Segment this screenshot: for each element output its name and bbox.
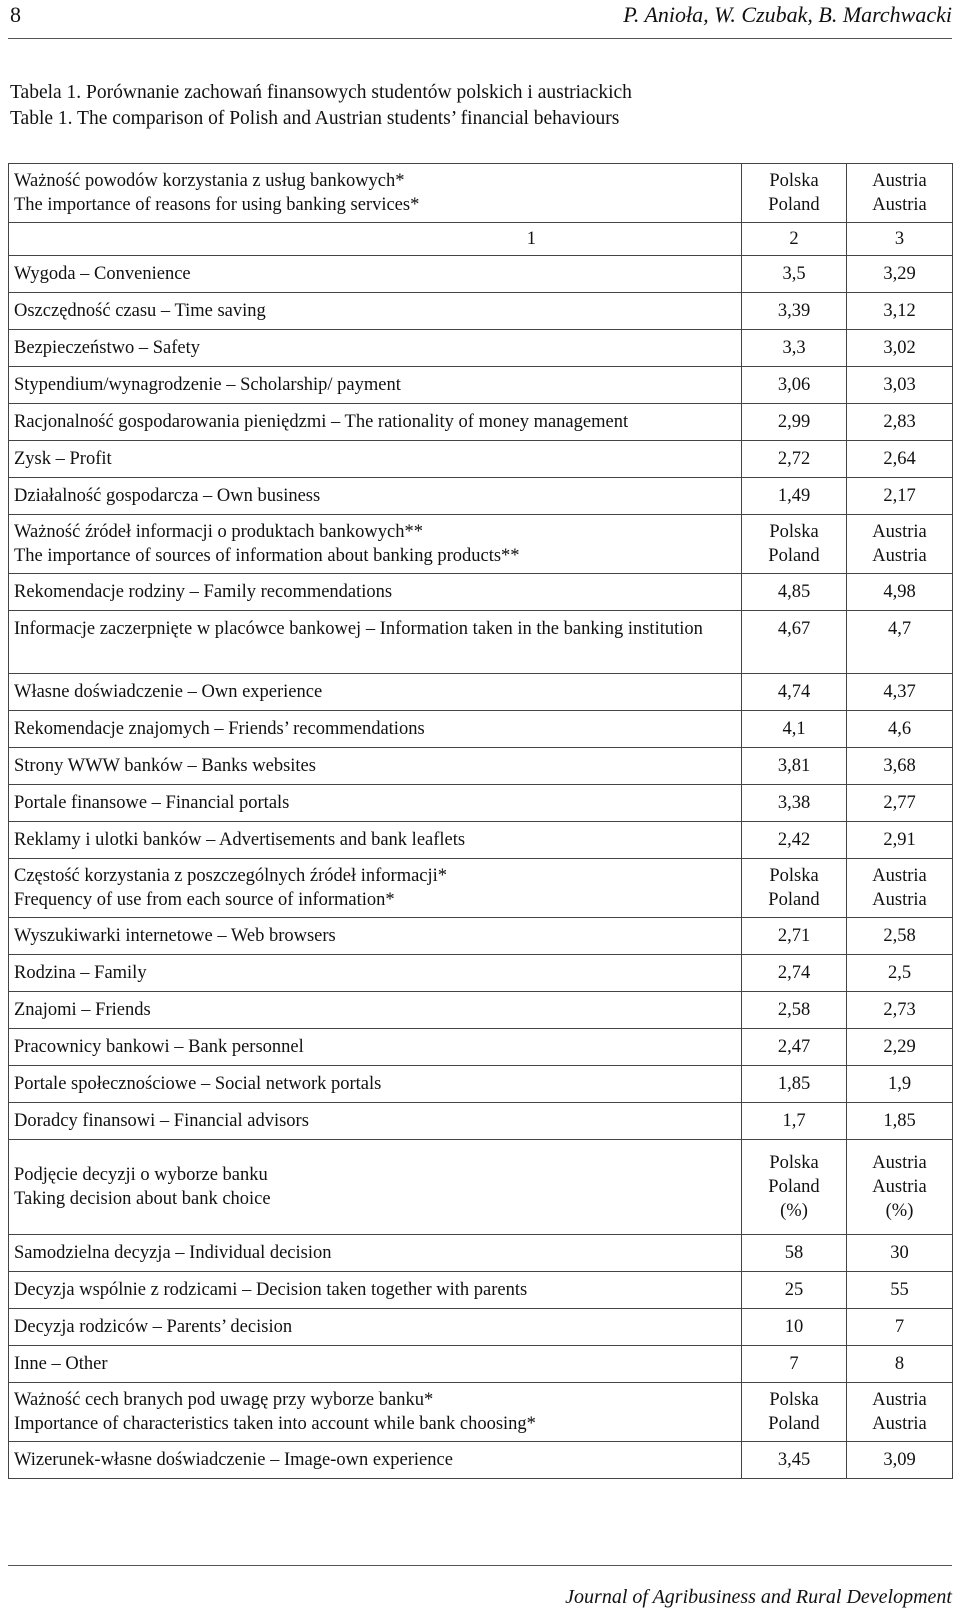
poland-header-line: Poland — [768, 890, 820, 910]
poland-header-line: Polska — [769, 1153, 819, 1173]
poland-value: 25 — [742, 1272, 847, 1309]
footer-rule — [8, 1565, 952, 1566]
section-title — [9, 164, 742, 223]
row-label: Wyszukiwarki internetowe – Web browsers — [9, 918, 742, 955]
row-label: Znajomi – Friends — [9, 992, 742, 1029]
austria-header-line: Austria — [872, 1153, 927, 1173]
austria-value: 4,98 — [847, 574, 953, 611]
austria-value: 1,85 — [847, 1103, 953, 1140]
row-label: Samodzielna decyzja – Individual decision — [9, 1235, 742, 1272]
austria-value: 30 — [847, 1235, 953, 1272]
austria-value: 2,64 — [847, 441, 953, 478]
austria-value: 3,68 — [847, 748, 953, 785]
section-title — [9, 1140, 742, 1235]
section-title-pl: Częstość korzystania z poszczególnych źródeł informacji* — [14, 866, 448, 886]
table-row — [9, 1029, 953, 1066]
poland-header-line: (%) — [780, 1201, 808, 1221]
poland-value: 7 — [742, 1346, 847, 1383]
row-label: Działalność gospodarcza – Own business — [9, 478, 742, 515]
section-title-en: Taking decision about bank choice — [14, 1189, 271, 1209]
austria-value: 3,02 — [847, 330, 953, 367]
poland-value: 4,1 — [742, 711, 847, 748]
poland-header-line: Poland — [768, 546, 820, 566]
poland-value: 1,7 — [742, 1103, 847, 1140]
row-label: Portale finansowe – Financial portals — [9, 785, 742, 822]
section-header-row — [9, 1383, 953, 1442]
row-label: Decyzja wspólnie z rodzicami – Decision taken together with parents — [9, 1272, 742, 1309]
section-header-row — [9, 515, 953, 574]
austria-header-line: Austria — [872, 1177, 927, 1197]
austria-value: 3,12 — [847, 293, 953, 330]
table-row — [9, 330, 953, 367]
table-row — [9, 441, 953, 478]
row-label: Rekomendacje znajomych – Friends’ recommendations — [9, 711, 742, 748]
table-row — [9, 611, 953, 674]
poland-value: 3,81 — [742, 748, 847, 785]
poland-column-header — [742, 515, 847, 574]
poland-value: 10 — [742, 1309, 847, 1346]
table-row — [9, 404, 953, 441]
row-label: Rodzina – Family — [9, 955, 742, 992]
section-header-row — [9, 164, 953, 223]
poland-value: 1,49 — [742, 478, 847, 515]
poland-column-header — [742, 1140, 847, 1235]
poland-header-line: Polska — [769, 866, 819, 886]
section-title — [9, 515, 742, 574]
section-title-pl: Ważność cech branych pod uwagę przy wyborze banku* — [14, 1390, 434, 1410]
table-row — [9, 1442, 953, 1479]
table-row — [9, 822, 953, 859]
table-row — [9, 256, 953, 293]
table-row — [9, 1309, 953, 1346]
austria-header-line: Austria — [872, 1414, 927, 1434]
poland-value: 2,72 — [742, 441, 847, 478]
austria-header-line: Austria — [872, 1390, 927, 1410]
row-label: Strony WWW banków – Banks websites — [9, 748, 742, 785]
poland-column-header — [742, 1383, 847, 1442]
poland-value: 3,06 — [742, 367, 847, 404]
caption-en: Table 1. The comparison of Polish and Austrian students’ financial behaviours — [10, 108, 620, 129]
caption-pl: Tabela 1. Porównanie zachowań finansowych studentów polskich i austriackich — [10, 82, 632, 103]
poland-value: 1,85 — [742, 1066, 847, 1103]
table-row — [9, 918, 953, 955]
austria-value: 2,29 — [847, 1029, 953, 1066]
row-label: Stypendium/wynagrodzenie – Scholarship/ payment — [9, 367, 742, 404]
table-row — [9, 574, 953, 611]
austria-value: 55 — [847, 1272, 953, 1309]
austria-value: 2,91 — [847, 822, 953, 859]
table-row — [9, 1235, 953, 1272]
poland-value: 2,42 — [742, 822, 847, 859]
poland-header-line: Polska — [769, 171, 819, 191]
row-label: Inne – Other — [9, 1346, 742, 1383]
austria-header-line: Austria — [872, 866, 927, 886]
poland-value: 4,85 — [742, 574, 847, 611]
austria-value: 2,73 — [847, 992, 953, 1029]
poland-header-line: Poland — [768, 195, 820, 215]
section-title — [9, 859, 742, 918]
section-title-pl: Podjęcie decyzji o wyborze banku — [14, 1165, 268, 1185]
table-row — [9, 955, 953, 992]
poland-value: 3,38 — [742, 785, 847, 822]
row-label: Doradcy finansowi – Financial advisors — [9, 1103, 742, 1140]
austria-value: 3,29 — [847, 256, 953, 293]
column-number-3: 3 — [847, 223, 953, 256]
row-label: Rekomendacje rodziny – Family recommendations — [9, 574, 742, 611]
austria-value: 2,77 — [847, 785, 953, 822]
poland-column-header — [742, 859, 847, 918]
austria-value: 3,09 — [847, 1442, 953, 1479]
authors: P. Anioła, W. Czubak, B. Marchwacki — [623, 2, 952, 27]
austria-header-line: (%) — [885, 1201, 914, 1221]
row-label: Portale społecznościowe – Social network portals — [9, 1066, 742, 1103]
poland-column-header — [742, 164, 847, 223]
row-label: Decyzja rodziców – Parents’ decision — [9, 1309, 742, 1346]
section-title-en: Importance of characteristics taken into account while bank choosing* — [14, 1414, 536, 1434]
poland-value: 4,74 — [742, 674, 847, 711]
austria-value: 4,37 — [847, 674, 953, 711]
poland-value: 2,99 — [742, 404, 847, 441]
poland-value: 4,67 — [742, 611, 847, 674]
poland-header-line: Poland — [768, 1177, 820, 1197]
austria-column-header — [847, 1140, 953, 1235]
austria-value: 7 — [847, 1309, 953, 1346]
austria-column-header — [847, 515, 953, 574]
section-header-row — [9, 859, 953, 918]
austria-value: 1,9 — [847, 1066, 953, 1103]
row-label: Bezpieczeństwo – Safety — [9, 330, 742, 367]
section-title-en: The importance of sources of information about banking products** — [14, 546, 520, 566]
section-title — [9, 1383, 742, 1442]
poland-header-line: Polska — [769, 1390, 819, 1410]
row-label: Informacje zaczerpnięte w placówce bankowej – Information taken in the banking institution — [9, 611, 742, 674]
row-label: Oszczędność czasu – Time saving — [9, 293, 742, 330]
table-row — [9, 293, 953, 330]
section-header-row — [9, 1140, 953, 1235]
row-label: Wizerunek-własne doświadczenie – Image-own experience — [9, 1442, 742, 1479]
austria-value: 4,6 — [847, 711, 953, 748]
column-number-2: 2 — [742, 223, 847, 256]
austria-header-line: Austria — [872, 195, 927, 215]
poland-value: 2,58 — [742, 992, 847, 1029]
poland-header-line: Polska — [769, 522, 819, 542]
table-row — [9, 748, 953, 785]
table-row — [9, 1346, 953, 1383]
page-number: 8 — [10, 2, 21, 27]
table-row — [9, 367, 953, 404]
austria-value: 2,58 — [847, 918, 953, 955]
table-caption — [10, 80, 632, 132]
table-row — [9, 1272, 953, 1309]
running-header — [8, 0, 952, 40]
poland-header-line: Poland — [768, 1414, 820, 1434]
table-row — [9, 1103, 953, 1140]
austria-value: 8 — [847, 1346, 953, 1383]
poland-value: 3,5 — [742, 256, 847, 293]
comparison-table — [8, 163, 953, 1479]
austria-value: 4,7 — [847, 611, 953, 674]
poland-value: 3,45 — [742, 1442, 847, 1479]
austria-value: 3,03 — [847, 367, 953, 404]
section-title-pl: Ważność źródeł informacji o produktach bankowych** — [14, 522, 423, 542]
column-number-row — [9, 223, 953, 256]
row-label: Pracownicy bankowi – Bank personnel — [9, 1029, 742, 1066]
austria-column-header — [847, 859, 953, 918]
poland-value: 2,71 — [742, 918, 847, 955]
austria-header-line: Austria — [872, 171, 927, 191]
header-rule — [8, 38, 952, 39]
austria-value: 2,83 — [847, 404, 953, 441]
table-row — [9, 674, 953, 711]
journal-name: Journal of Agribusiness and Rural Development — [565, 1586, 952, 1608]
row-label: Własne doświadczenie – Own experience — [9, 674, 742, 711]
section-title-en: Frequency of use from each source of information* — [14, 890, 395, 910]
table-row — [9, 711, 953, 748]
austria-header-line: Austria — [872, 522, 927, 542]
poland-value: 3,3 — [742, 330, 847, 367]
table-row — [9, 785, 953, 822]
table-row — [9, 478, 953, 515]
table-row — [9, 1066, 953, 1103]
poland-value: 3,39 — [742, 293, 847, 330]
row-label: Reklamy i ulotki banków – Advertisements and bank leaflets — [9, 822, 742, 859]
poland-value: 2,47 — [742, 1029, 847, 1066]
austria-value: 2,17 — [847, 478, 953, 515]
row-label: Racjonalność gospodarowania pieniędzmi – The rationality of money management — [9, 404, 742, 441]
section-title-en: The importance of reasons for using banking services* — [14, 195, 420, 215]
austria-value: 2,5 — [847, 955, 953, 992]
austria-column-header — [847, 1383, 953, 1442]
column-number-1: 1 — [9, 223, 742, 256]
austria-column-header — [847, 164, 953, 223]
poland-value: 58 — [742, 1235, 847, 1272]
austria-header-line: Austria — [872, 890, 927, 910]
row-label: Wygoda – Convenience — [9, 256, 742, 293]
poland-value: 2,74 — [742, 955, 847, 992]
section-title-pl: Ważność powodów korzystania z usług bankowych* — [14, 171, 405, 191]
table-row — [9, 992, 953, 1029]
row-label: Zysk – Profit — [9, 441, 742, 478]
austria-header-line: Austria — [872, 546, 927, 566]
